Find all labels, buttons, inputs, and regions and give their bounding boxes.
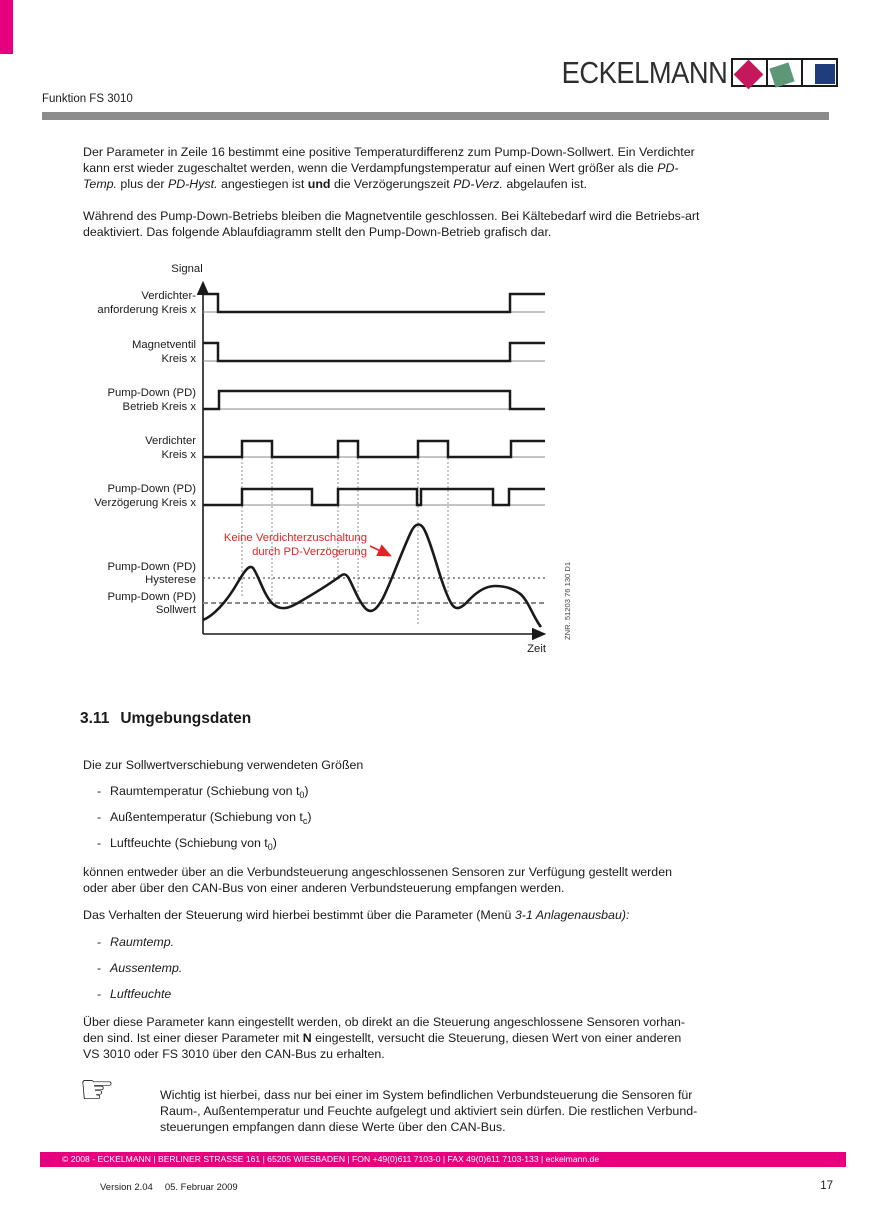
bullet-dash: - <box>97 987 102 1001</box>
version-date: 05. Februar 2009 <box>164 1182 238 1193</box>
signal-waveform <box>203 489 545 505</box>
signal-waveform <box>203 391 545 409</box>
pump-down-timing-diagram <box>80 254 600 664</box>
paragraph-pump-down-parameter: Der Parameter in Zeile 16 bestimmt eine positive Temperaturdifferenz zum Pump-Down-Sollwert. Ein Verdichter kann erst wieder zugeschaltet werden, wenn die Verdampfungstemperatur auf einen Wert größer als die PD- Temp. plus der PD-Hyst. angestiegen ist und die Verzögerungszeit PD-Verz. abgelaufen ist. <box>83 145 695 191</box>
level-label: Hysterese <box>145 574 196 586</box>
paragraph-pump-down-betrieb: Während des Pump-Down-Betriebs bleiben die Magnetventile geschlossen. Bei Kältebedarf wird die Betriebs-art deaktiviert. Das folgende Ablaufdiagramm stellt den Pump-Down-Betrieb grafisch dar. <box>83 209 700 239</box>
paragraph-ueber-parameter: Über diese Parameter kann eingestellt werden, ob direkt an die Steuerung angeschlossene Sensoren vorhan- den sind. Ist einer dieser Parameter mit N eingestellt, versucht die Steuerung, diesen Wert von einer anderen VS 3010 oder FS 3010 über den CAN-Bus zu erhalten. <box>83 1015 686 1061</box>
page-number: 17 <box>820 1180 833 1192</box>
section-heading <box>80 710 251 728</box>
note-text: Wichtig ist hierbei, dass nur bei einer im System befindlichen Verbundsteuerung die Sensoren für Raum-, Außentemperatur und Feuchte aufgelegt und aktiviert sein dürfen. Die restlichen Verbund- steuerungen empfangen dann diese Werte über den CAN-Bus. <box>160 1088 698 1134</box>
page-header-title: Funktion FS 3010 <box>42 93 133 105</box>
bullet-dash: - <box>97 810 102 824</box>
level-label: Pump-Down (PD) <box>107 561 196 573</box>
axis-label-zeit: Zeit <box>527 643 546 655</box>
intro-line: Die zur Sollwertverschiebung verwendeten Größen <box>83 758 364 772</box>
row-label: Pump-Down (PD) <box>107 483 196 495</box>
eckelmann-logo <box>539 55 838 90</box>
signal-waveform <box>203 294 545 312</box>
bullet-dash: - <box>97 784 102 798</box>
logo-box-3 <box>801 58 838 87</box>
axis-label-signal: Signal <box>171 263 203 275</box>
section-number: 3.11 <box>80 710 110 727</box>
threshold-levels <box>107 561 545 616</box>
bullet-param-raumtemp: - Raumtemp. <box>97 935 175 949</box>
logo-box-1 <box>731 58 768 87</box>
row-label: Betrieb Kreis x <box>122 401 196 413</box>
footer-copyright-bar: © 2008 - ECKELMANN | BERLINER STRASSE 161 | 65205 WIESBADEN | FON +49(0)611 7103-0 | FAX 49(0)611 7103-133 | eckelmann.de <box>40 1152 846 1167</box>
bullet-dash: - <box>97 836 102 850</box>
section-title: Umgebungsdaten <box>120 710 252 727</box>
row-label: Magnetventil <box>131 339 196 351</box>
paragraph-koennen: können entweder über an die Verbundsteuerung angeschlossenen Sensoren zur Verfügung gestellt werden oder aber über den CAN-Bus von einer anderen Verbundsteuerung empfangen werden. <box>83 865 672 895</box>
bullet-param-aussentemp: - Aussentemp. <box>97 961 183 975</box>
signal-rows <box>94 290 545 509</box>
row-label: Verzögerung Kreis x <box>94 497 196 509</box>
logo-magenta-diamond-icon <box>734 60 764 90</box>
drawing-number: ZNR. 51203 76 130 D1 <box>563 561 572 640</box>
bullet-luftfeuchte: - Luftfeuchte (Schiebung von $t_0$) <box>97 836 277 852</box>
bullet-param-luftfeuchte: - Luftfeuchte <box>97 987 172 1001</box>
signal-waveform <box>203 441 545 457</box>
row-label: Verdichter <box>145 435 196 447</box>
version-label: Version 2.04 <box>100 1182 153 1193</box>
row-label: anforderung Kreis x <box>97 304 196 316</box>
annotation-line-1: Keine Verdichterzuschaltung <box>223 532 367 544</box>
logo-blue-square-icon <box>815 64 835 84</box>
row-label: Kreis x <box>161 353 196 365</box>
paragraph-verhalten: Das Verhalten der Steuerung wird hierbei bestimmt über die Parameter (Menü 3-1 Anlagenausbau): <box>83 908 630 922</box>
bullet-aussentemperatur: - Außentemperatur (Schiebung von $t_c$) <box>97 810 312 826</box>
logo-box-2 <box>766 58 803 87</box>
row-label: Kreis x <box>161 449 196 461</box>
level-label: Pump-Down (PD) <box>107 591 196 603</box>
signal-waveform <box>203 343 545 361</box>
annotation-arrow <box>370 546 389 555</box>
logo-wordmark: ECKELMANN <box>561 55 727 90</box>
logo-green-square-icon <box>769 62 794 87</box>
header-rule <box>42 112 829 120</box>
level-label: Sollwert <box>155 604 196 616</box>
pointing-hand-icon: ☞ <box>79 1068 115 1112</box>
bullet-raumtemperatur: - Raumtemperatur (Schiebung von $t_0$) <box>97 784 309 800</box>
row-label: Verdichter- <box>141 290 196 302</box>
bullet-dash: - <box>97 961 102 975</box>
annotation-line-2: durch PD-Verzögerung <box>252 546 367 558</box>
bullet-dash: - <box>97 935 102 949</box>
row-label: Pump-Down (PD) <box>107 387 196 399</box>
version-line <box>100 1182 238 1193</box>
corner-color-mark <box>0 0 13 54</box>
